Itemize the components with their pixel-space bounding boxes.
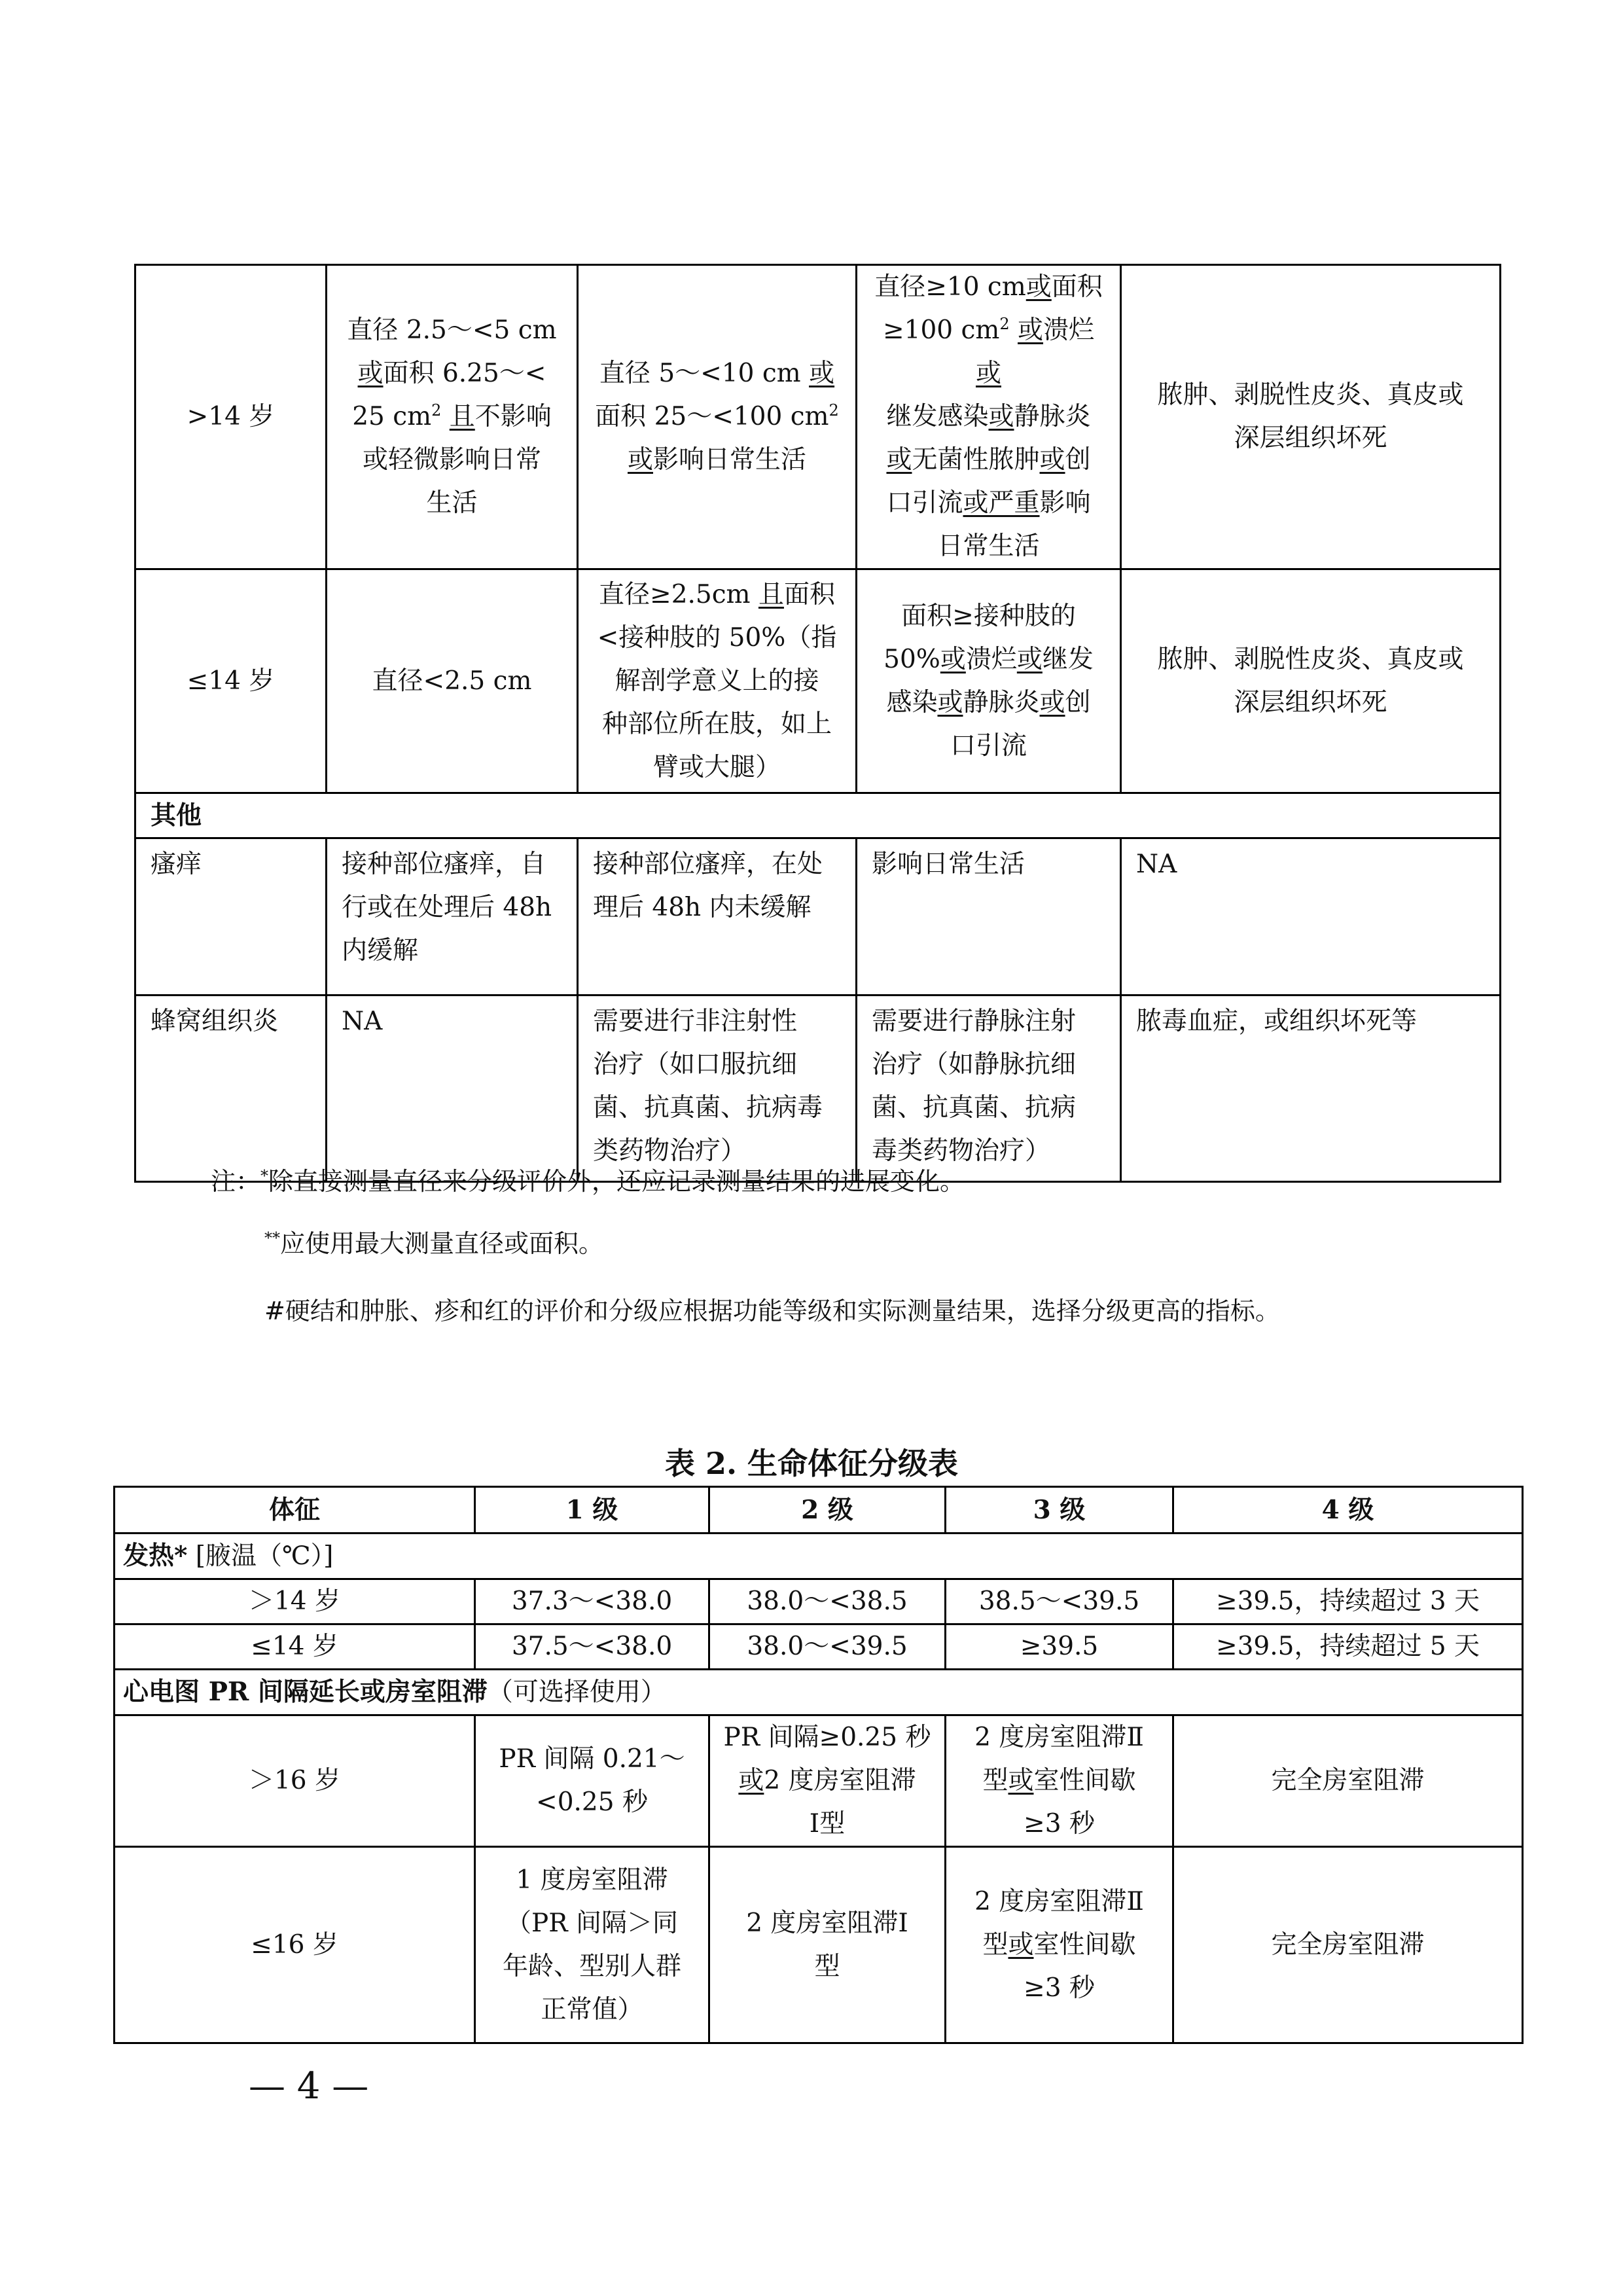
table-row [115,1624,1523,1670]
grade3-cell: 影响日常生活 [857,838,1121,996]
grade2-cell: 直径≥2.5cm 且面积 <接种肢的 50%（指 解剖学意义上的接 种部位所在肢，如上 臂或大腿） [578,569,857,793]
grade1-cell: NA [327,996,578,1182]
header-grade4: 4 级 [1173,1487,1523,1534]
table-row [115,1715,1523,1847]
cellulitis-label: 蜂窝组织炎 [135,996,327,1182]
table2-title: 表 2. 生命体征分级表 [664,1446,959,1481]
grade4-cell: 脓肿、剥脱性皮炎、真皮或 深层组织坏死 [1121,569,1501,793]
age-cell: >14 岁 [135,265,327,569]
table-row [115,1579,1523,1624]
grade4-cell: 完全房室阻滞 [1173,1715,1523,1847]
grade4-cell: 脓毒血症，或组织坏死等 [1121,996,1501,1182]
grade3-cell: 面积≥接种肢的 50%或溃烂或继发 感染或静脉炎或创 口引流 [857,569,1121,793]
vital-signs-table [113,1486,1524,2044]
footnote-1: 注：*除直接测量直径来分级评价外，还应记录测量结果的进展变化。 [211,1166,965,1196]
age-cell: ≤14 岁 [135,569,327,793]
grade2-cell: PR 间隔≥0.25 秒 或2 度房室阻滞 Ⅰ型 [709,1715,946,1847]
section-row [115,1670,1523,1715]
age-cell: ≤14 岁 [115,1624,475,1670]
grade1-cell: 37.3～<38.0 [475,1579,709,1624]
grade1-cell: 接种部位瘙痒，自 行或在处理后 48h 内缓解 [327,838,578,996]
section-other-label: 其他 [135,793,1501,838]
section-row [115,1534,1523,1579]
grade2-cell: 需要进行非注射性 治疗（如口服抗细 菌、抗真菌、抗病毒 类药物治疗） [578,996,857,1182]
grade2-cell: 38.0～<38.5 [709,1579,946,1624]
grade4-cell: 完全房室阻滞 [1173,1847,1523,2043]
grade4-cell: ≥39.5，持续超过 3 天 [1173,1579,1523,1624]
grade1-cell: 37.5～<38.0 [475,1624,709,1670]
table-row [135,265,1501,569]
page-number: — 4 — [249,2065,369,2108]
grade3-cell: ≥39.5 [946,1624,1173,1670]
grade4-cell: 脓肿、剥脱性皮炎、真皮或 深层组织坏死 [1121,265,1501,569]
grade3-cell: 直径≥10 cm或面积 ≥100 $cm^2$ 或溃烂或 继发感染或静脉炎 或无菌性脓肿或创 口引流或严重影响 日常生活 [857,265,1121,569]
header-sign: 体征 [115,1487,475,1534]
grade2-cell: 2 度房室阻滞Ⅰ 型 [709,1847,946,2043]
age-cell: ≤16 岁 [115,1847,475,2043]
grade1-cell: 1 度房室阻滞 （PR 间隔＞同 年龄、型别人群 正常值） [475,1847,709,2043]
grade3-cell: 2 度房室阻滞Ⅱ 型或室性间歇 ≥3 秒 [946,1715,1173,1847]
header-grade1: 1 级 [475,1487,709,1534]
local-reaction-table [134,264,1501,1183]
grade1-cell: 直径<2.5 cm [327,569,578,793]
grade4-cell: ≥39.5，持续超过 5 天 [1173,1624,1523,1670]
grade1-cell: PR 间隔 0.21～ <0.25 秒 [475,1715,709,1847]
age-cell: ＞16 岁 [115,1715,475,1847]
header-row [115,1487,1523,1534]
table-row [135,838,1501,996]
header-grade2: 2 级 [709,1487,946,1534]
ecg-section-label: 心电图 PR 间隔延长或房室阻滞（可选择使用） [115,1670,1523,1715]
grade3-cell: 需要进行静脉注射 治疗（如静脉抗细 菌、抗真菌、抗病 毒类药物治疗） [857,996,1121,1182]
grade2-cell: 接种部位瘙痒，在处 理后 48h 内未缓解 [578,838,857,996]
grade1-cell: 直径 2.5～<5 cm 或面积 6.25～< 25 $cm^2$ 且不影响 或轻微影响日常 生活 [327,265,578,569]
grade3-cell: 2 度房室阻滞Ⅱ 型或室性间歇 ≥3 秒 [946,1847,1173,2043]
age-cell: ＞14 岁 [115,1579,475,1624]
grade2-cell: 直径 5～<10 cm 或 面积 25～<100 $cm^2$ 或影响日常生活 [578,265,857,569]
table-row [135,996,1501,1182]
itch-label: 瘙痒 [135,838,327,996]
header-grade3: 3 级 [946,1487,1173,1534]
grade2-cell: 38.0～<39.5 [709,1624,946,1670]
grade3-cell: 38.5～<39.5 [946,1579,1173,1624]
table-row [115,1847,1523,2043]
grade4-cell: NA [1121,838,1501,996]
fever-section-label: 发热* [腋温（℃）] [115,1534,1523,1579]
footnote-2: **应使用最大测量直径或面积。 [264,1229,604,1258]
section-row [135,793,1501,838]
footnote-3: #硬结和肿胀、疹和红的评价和分级应根据功能等级和实际测量结果，选择分级更高的指标。 [264,1297,1280,1325]
table-row [135,569,1501,793]
